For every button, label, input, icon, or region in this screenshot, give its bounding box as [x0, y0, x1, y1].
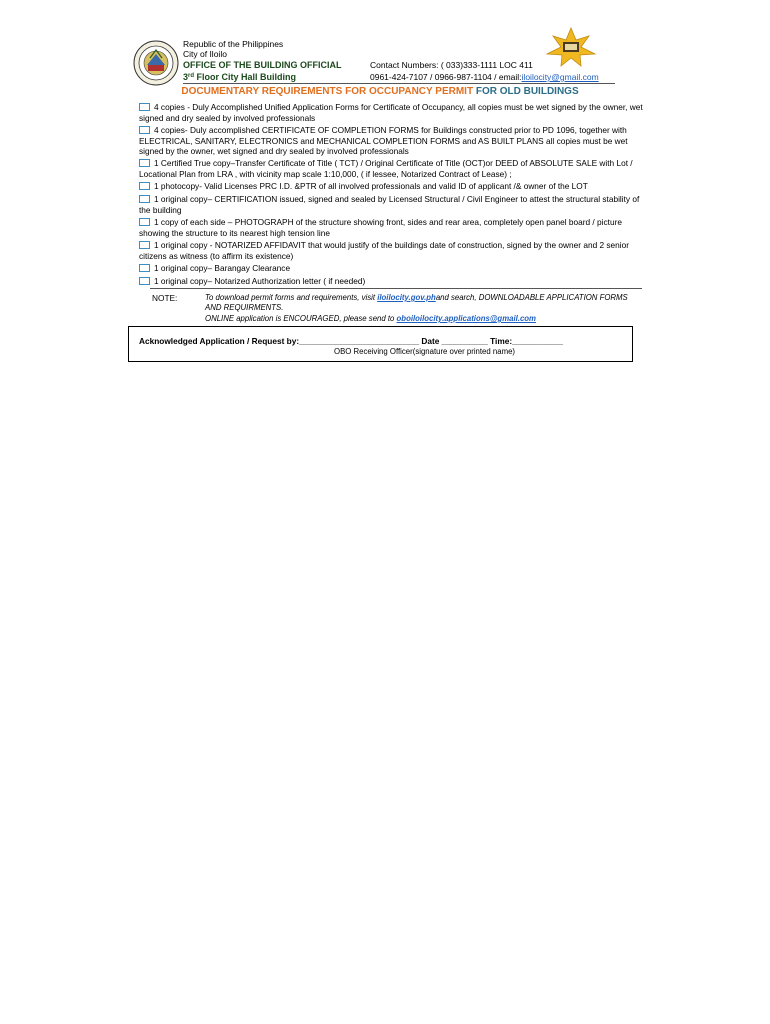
- requirement-item: 4 copies - Duly Accomplished Unified Application Forms for Certificate of Occupancy, all copies must be wet signed by the owner, wet signed and dry sealed by involved professionals: [139, 102, 643, 123]
- contact-line: 0961-424-7107 / 0966-987-1104 / email:iloilocity@gmail.com: [370, 72, 599, 82]
- requirement-item: 1 Certified True copy–Transfer Certificate of Title ( TCT) / Original Certificate of Title (OCT)or DEED of ABSOLUTE SALE with Lot / Locational Plan from LRA , with vicinity map scale 1:10,000, ( if lessee, Notarized Contract of Lease) ;: [139, 158, 633, 179]
- requirement-item: 1 original copy– Notarized Authorization letter ( if needed): [139, 276, 645, 287]
- checkbox[interactable]: [139, 103, 150, 111]
- checkbox[interactable]: [139, 182, 150, 190]
- requirement-item: 4 copies- Duly accomplished CERTIFICATE OF COMPLETION FORMS for Buildings constructed prior to PD 1096, together with ELECTRICAL, SANITARY, ELECTRONICS and MECHANICAL COMPLETION FORMS and AS BUILT PLANS all copies must be wet signed by the owner, wet signed and dry sealed by involved professionals: [139, 125, 628, 157]
- checkbox[interactable]: [139, 159, 150, 167]
- checkbox[interactable]: [139, 195, 150, 203]
- requirement-item: 1 original copy– CERTIFICATION issued, signed and sealed by Licensed Structural / Civil Engineer to attest the structural stability of the building: [139, 194, 640, 215]
- website-link[interactable]: iloilocity.gov.ph: [377, 293, 436, 302]
- document-title: DOCUMENTARY REQUIREMENTS FOR OCCUPANCY PERMIT FOR OLD BUILDINGS: [181, 86, 579, 97]
- email-link[interactable]: iloilocity@gmail.com: [521, 72, 599, 82]
- requirement-item: 1 copy of each side – PHOTOGRAPH of the structure showing front, sides and rear area, completely open panel board / picture showing the structure to its nearest high tension line: [139, 217, 622, 238]
- note-label: NOTE:: [152, 293, 178, 303]
- star-badge-icon: [545, 27, 597, 67]
- checkbox[interactable]: [139, 241, 150, 249]
- receiving-officer-caption: OBO Receiving Officer(signature over printed name): [334, 347, 515, 356]
- header-rule: [183, 83, 615, 84]
- checkbox[interactable]: [139, 264, 150, 272]
- checkbox[interactable]: [139, 126, 150, 134]
- city-seal-icon: [133, 40, 179, 86]
- requirement-item: 1 original copy - NOTARIZED AFFIDAVIT that would justify of the buildings date of construction, signed by the owner and 2 senior citizens as witness (to affirm its existence): [139, 240, 630, 261]
- requirement-item: 1 photocopy- Valid Licenses PRC I.D. &PTR of all involved professionals and valid ID of applicant /& owner of the LOT: [139, 181, 645, 192]
- note-download: To download permit forms and requirements, visit iloilocity.gov.phand search, DOWNLOADABLE APPLICATION FORMS AND REQUIRMENTS.: [205, 293, 628, 312]
- applications-email-link[interactable]: oboiloilocity.applications@gmail.com: [396, 314, 536, 323]
- requirement-item: 1 original copy– Barangay Clearance: [139, 263, 645, 274]
- acknowledgment-line[interactable]: Acknowledged Application / Request by:__________________________ Date __________ Time:___________: [139, 336, 563, 346]
- note-online: ONLINE application is ENCOURAGED, please send to oboiloilocity.applications@gmail.com: [205, 314, 536, 323]
- checkbox[interactable]: [139, 277, 150, 285]
- contact-numbers: Contact Numbers: ( 033)333-1111 LOC 411: [370, 60, 533, 70]
- header-city: City of Iloilo: [183, 49, 227, 59]
- header-floor: 3rd Floor City Hall Building: [183, 72, 297, 82]
- header-republic: Republic of the Philippines: [183, 39, 284, 49]
- note-rule: [150, 288, 642, 289]
- header-office: OFFICE OF THE BUILDING OFFICIAL: [183, 60, 342, 70]
- acknowledgment-box: [128, 326, 633, 362]
- checkbox[interactable]: [139, 218, 150, 226]
